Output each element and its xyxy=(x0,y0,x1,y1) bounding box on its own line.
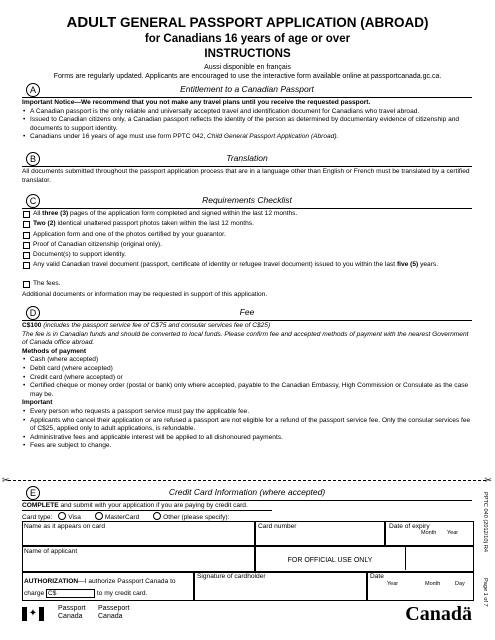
important-item: • Applicants who cancel their application or are refused a passport are not eligible for a refund of the passport service fee. Only the consular services fee of C$25, applied only to adult applications, is refundable. xyxy=(22,417,472,434)
item-text: pages of the application form completed and signed within the last 12 months. xyxy=(70,210,298,217)
page-number: Page 1 of 7 xyxy=(482,578,488,607)
important-item: • Every person who requests a passport service must pay the applicable fee. xyxy=(22,408,472,417)
checklist-item xyxy=(22,220,472,230)
checklist-item xyxy=(22,280,472,290)
agency-fr-line2: Canada xyxy=(98,613,123,620)
checklist-item xyxy=(22,261,472,280)
fee-breakdown: (includes the passport service fee of C$75 and consular services fee of C$25) xyxy=(43,322,271,329)
card-number-label: Card number xyxy=(258,523,297,530)
applicant-name-field[interactable] xyxy=(22,545,256,573)
section-c-letter: C xyxy=(26,194,40,208)
checklist-item xyxy=(22,210,472,220)
important-title: Important xyxy=(22,399,53,407)
date-day-label: Day xyxy=(455,581,465,587)
currency-label: C$ xyxy=(48,590,57,597)
date-month-label: Month xyxy=(425,581,441,587)
section-b-body: All documents submitted throughout the passport application process that are in a language other than English or French must be translated by a certified translator. xyxy=(22,168,470,184)
section-d-letter: D xyxy=(26,306,40,320)
section-a-body xyxy=(22,99,472,142)
date-year-label: Year xyxy=(387,581,399,587)
payment-method: • Credit card (where accepted) or xyxy=(22,374,472,383)
scissors-icon: ✂ xyxy=(484,475,492,485)
item-text: Any valid Canadian travel document (passport, certificate of identity or refugee travel document) issued to you within the last xyxy=(33,261,396,269)
charge-amount-field[interactable] xyxy=(46,589,95,598)
card-number-field[interactable] xyxy=(254,521,386,547)
official-use-box xyxy=(254,545,474,573)
applicant-name-label: Name of applicant xyxy=(24,548,78,555)
footer xyxy=(22,603,472,633)
checkbox[interactable] xyxy=(23,281,30,288)
scissors-icon: ✂ xyxy=(2,475,10,485)
section-e-header xyxy=(22,486,472,501)
important-item: • Administrative fees and applicable interest will be applied to all dishonoured payments. xyxy=(22,434,472,443)
item-text: years. xyxy=(420,261,439,269)
section-b-header xyxy=(22,152,472,167)
to-card-label: to my credit card. xyxy=(96,590,148,597)
additional-info: Additional documents or information may be requested in support of this application. xyxy=(22,290,268,298)
title-adult: ADULT xyxy=(66,14,117,31)
requirements-checklist xyxy=(22,210,472,299)
agency-fr-line1: Passeport xyxy=(98,605,130,612)
section-b-title: Translation xyxy=(226,153,268,163)
card-type-row xyxy=(22,512,229,521)
page-subtitle: for Canadians 16 years of age or over xyxy=(144,33,351,45)
checkbox[interactable] xyxy=(23,221,30,228)
signature-label: Signature of cardholder xyxy=(197,573,266,580)
agency-name-fr xyxy=(98,605,130,621)
item-bold: Two (2) xyxy=(33,220,56,228)
section-b-letter: B xyxy=(26,152,40,166)
item-bold: five (5) xyxy=(396,261,419,269)
official-use-label: FOR OFFICIAL USE ONLY xyxy=(287,557,373,564)
form-code: PPTC 040 (2012/10) R4 xyxy=(482,492,488,553)
agency-en-line1: Passport xyxy=(58,605,86,612)
item-text: The fees. xyxy=(33,280,61,288)
complete-text: and submit with your application if you are paying by credit card. xyxy=(60,502,248,509)
mastercard-label: MasterCard xyxy=(104,514,140,521)
important-item: • Fees are subject to change. xyxy=(22,442,472,451)
authorization-bold: AUTHORIZATION xyxy=(24,578,79,585)
checklist-item xyxy=(22,231,472,241)
charge-row xyxy=(24,589,147,598)
item-text: Application form and one of the photos certified by your guarantor. xyxy=(33,230,226,238)
section-a-header xyxy=(22,83,472,98)
expiry-month-label: Month xyxy=(421,530,437,536)
important-notice: Important Notice—We recommend that you not make any travel plans until you receive the requested passport. xyxy=(22,99,371,106)
other-radio[interactable] xyxy=(153,512,161,520)
official-use-cell xyxy=(405,546,472,570)
mastercard-radio[interactable] xyxy=(95,512,103,520)
checklist-item xyxy=(22,251,472,261)
expiry-field[interactable] xyxy=(384,521,474,547)
checkbox[interactable] xyxy=(23,242,30,249)
checkbox[interactable] xyxy=(23,211,30,218)
french-availability: Aussi disponible en français xyxy=(204,64,291,71)
canada-wordmark: Canadä xyxy=(405,603,472,625)
child-form-link: Child General Passport Application (Abroad). xyxy=(207,133,339,141)
complete-bold: COMPLETE xyxy=(22,502,59,509)
bullet-text: Canadians under 16 years of age must use form PPTC 042, xyxy=(30,133,206,141)
payment-method: • Debit card (where accepted) xyxy=(22,365,472,374)
update-notice: Forms are regularly updated. Applicants are encouraged to use the interactive form available online at passportcanada.gc.ca. xyxy=(53,73,442,80)
item-text: Proof of Canadian citizenship (original only). xyxy=(33,240,163,248)
section-c-title: Requirements Checklist xyxy=(202,195,292,205)
payment-method: • Cash (where accepted) xyxy=(22,356,472,365)
section-a-bullet: • A Canadian passport is the only reliable and universally accepted travel and identification document for Canadians who travel abroad. xyxy=(22,108,472,117)
instructions-heading: INSTRUCTIONS xyxy=(204,48,291,60)
name-on-card-field[interactable] xyxy=(22,521,256,547)
section-a-title: Entitlement to a Canadian Passport xyxy=(180,84,314,94)
agency-en-line2: Canada xyxy=(58,613,83,620)
authorization-box xyxy=(22,571,195,601)
section-d-body xyxy=(22,322,472,451)
checkbox[interactable] xyxy=(23,262,30,269)
section-e-letter: E xyxy=(26,486,40,500)
authorization-text xyxy=(24,578,176,585)
fee-line xyxy=(22,322,472,331)
complete-line xyxy=(22,502,472,509)
canada-flag-icon: ✦ xyxy=(22,607,44,621)
title-rest: GENERAL PASSPORT APPLICATION (ABROAD) xyxy=(119,15,429,30)
name-on-card-label: Name as it appears on card xyxy=(24,523,105,530)
checkbox[interactable] xyxy=(23,252,30,259)
checklist-item xyxy=(22,241,472,251)
section-d-title: Fee xyxy=(239,307,255,317)
expiry-label: Date of expiry xyxy=(389,523,430,530)
expiry-year-label: Year xyxy=(447,530,459,536)
section-a-bullet: • Issued to Canadian citizens only, a Canadian passport reflects the identity of the person as determined by documentary evidence of citizenship and documents to support identity. xyxy=(22,116,472,133)
visa-radio[interactable] xyxy=(58,512,66,520)
section-e-title: Credit Card Information (where accepted) xyxy=(168,487,326,497)
authorization-rest: —I authorize Passport Canada to xyxy=(78,578,176,585)
agency-name-en xyxy=(58,605,86,621)
date-field[interactable] xyxy=(366,571,474,601)
fee-amount: C$100 xyxy=(22,322,42,329)
item-text: identical unaltered passport photos taken within the last 12 months. xyxy=(57,220,254,228)
date-label: Date xyxy=(370,573,384,580)
other-label: Other (please specify): xyxy=(163,514,230,521)
section-d-header xyxy=(22,306,472,321)
charge-label: charge xyxy=(24,590,45,597)
section-a-bullet xyxy=(22,133,472,142)
fee-note: The fee is in Canadian funds and should be converted to local funds. Please confirm fee and accepted methods of payment with the nearest Government of Canada office abroad. xyxy=(22,330,469,347)
page-title xyxy=(0,14,495,31)
signature-field[interactable] xyxy=(193,571,368,601)
payment-method: • Certified cheque or money order (postal or bank) only where accepted, payable to the Canadian Embassy, High Commission or Consulate as the case may be. xyxy=(22,382,472,399)
item-bold: three (3) xyxy=(42,210,69,217)
checkbox[interactable] xyxy=(23,232,30,239)
visa-label: Visa xyxy=(68,514,81,521)
card-type-label: Card type: xyxy=(22,514,53,521)
section-a-letter: A xyxy=(26,83,40,97)
section-c-header xyxy=(22,194,472,209)
item-text: Document(s) to support identity. xyxy=(33,251,126,259)
methods-title: Methods of payment xyxy=(22,347,87,355)
item-text: All xyxy=(33,210,41,217)
